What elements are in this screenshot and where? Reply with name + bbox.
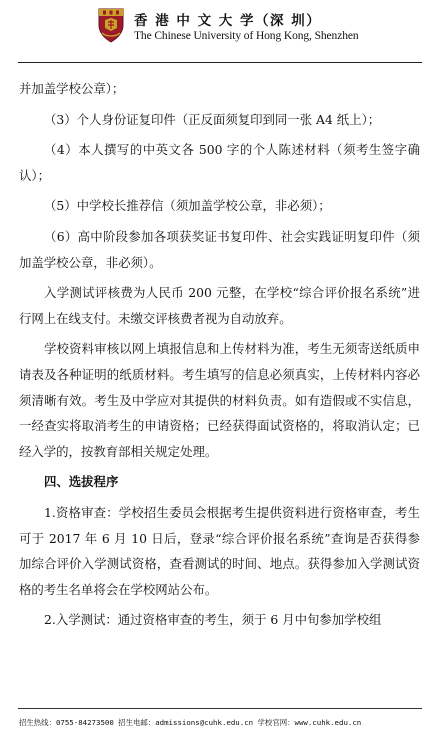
document-body <box>19 76 420 633</box>
footer-divider <box>18 708 422 709</box>
page-header <box>0 0 442 62</box>
paragraph-qualification: 1.资格审查：学校招生委员会根据考生提供资料进行资格审查，考生可于 2017 年 6 月 10 日后，登录“综合评价报名系统”查询是否获得参加综合评价入学测试资格，查看测试的时间、地点。获得参加入学测试资格的考生名单将会在学校网站公布。 <box>19 504 420 597</box>
paragraph-test: 2.入学测试：通过资格审查的考生，须于 6 月中旬参加学校组 <box>44 612 382 628</box>
list-item-4: （4）本人撰写的中英文各 500 字的个人陈述材料（须考生签字确认）； <box>19 142 420 183</box>
university-crest-icon <box>96 7 126 43</box>
list-item-5: （5）中学校长推荐信（须加盖学校公章，非必须）； <box>44 198 331 214</box>
university-name-english: The Chinese University of Hong Kong, Shenzhen <box>134 30 359 42</box>
list-item-3: （3）个人身份证复印件（正反面须复印到同一张 A4 纸上）； <box>44 111 381 127</box>
page-footer: 招生热线：0755-84273500 招生电邮：admissions@cuhk.edu.cn 学校官网：www.cuhk.edu.cn <box>19 718 362 727</box>
list-item-6: （6）高中阶段参加各项获奖证书复印件、社会实践证明复印件（须加盖学校公章，非必须）。 <box>19 228 420 270</box>
paragraph-fee: 入学测试评核费为人民币 200 元整，在学校“综合评价报名系统”进行网上在线支付。未缴交评核费者视为自动放弃。 <box>19 285 420 326</box>
paragraph-review: 学校资料审核以网上填报信息和上传材料为准，考生无须寄送纸质申请表及各种证明的纸质材料。考生填写的信息必须真实，上传材料内容必须清晰有效。考生及中学应对其提供的材料负责。如有造假或不实信息，一经查实将取消考生的申请资格；已经获得面试资格的，将取消认定；已经入学的，按教育部相关规定处理。 <box>19 341 420 459</box>
section-heading: 四、选拔程序 <box>44 474 119 490</box>
university-name-chinese: 香 港 中 文 大 学（深 圳） <box>134 13 322 29</box>
header-divider <box>18 62 422 63</box>
paragraph-continuation: 并加盖学校公章）； <box>19 81 125 96</box>
